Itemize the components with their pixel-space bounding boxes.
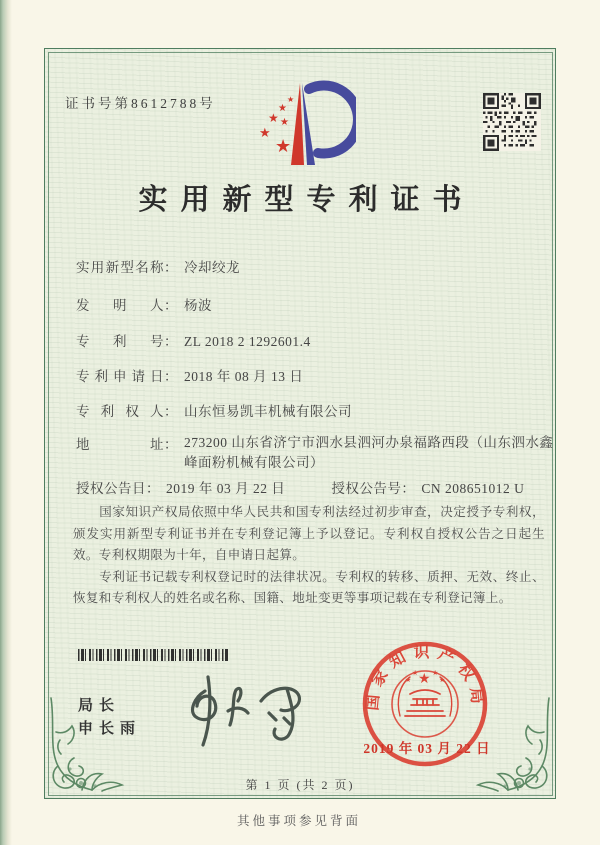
field-row-address — [76, 433, 556, 473]
svg-text:★: ★ — [405, 676, 412, 684]
svg-text:★: ★ — [439, 676, 446, 684]
label-colon: ： — [146, 481, 160, 496]
field-label: 地址 — [76, 437, 164, 452]
label-colon: ： — [164, 369, 178, 384]
label-colon: ： — [164, 260, 178, 275]
page-number: 第 1 页 (共 2 页) — [245, 778, 355, 792]
field-row-patent-no — [76, 330, 311, 350]
field-label: 实用新型名称 — [76, 260, 164, 275]
field-row-patentee — [76, 400, 352, 420]
corner-ornament-left — [47, 696, 137, 796]
field-label: 专利申请日 — [76, 369, 164, 384]
grant-date-label: 授权公告日 — [76, 481, 146, 496]
label-colon: ： — [164, 404, 178, 419]
legal-paragraph: 国家知识产权局依照中华人民共和国专利法经过初步审查，决定授予专利权，颁发实用新型专利证书并在专利登记簿上予以登记。专利权自授权公告之日起生效。专利权期限为十年，自申请日起算。 — [73, 505, 545, 562]
logo-blue-wedge — [302, 83, 315, 165]
field-label: 专利号 — [76, 334, 164, 349]
field-label: 专利权人 — [76, 404, 164, 419]
page-edge — [0, 0, 12, 845]
grant-date-value: 2019 年 03 月 22 日 — [166, 481, 286, 496]
field-value: 山东恒易凯丰机械有限公司 — [184, 404, 352, 419]
field-value: ZL 2018 2 1292601.4 — [184, 334, 311, 349]
logo-p-crescent — [309, 86, 356, 154]
field-value: 2018 年 08 月 13 日 — [184, 369, 304, 384]
field-row-filing-date — [76, 365, 303, 385]
cnipa-logo — [251, 77, 356, 173]
svg-text:★: ★ — [275, 136, 292, 157]
field-label: 发明人 — [76, 298, 164, 313]
field-row-grant — [76, 477, 524, 497]
certificate-title: 实用新型专利证书 — [138, 184, 475, 216]
svg-text:★: ★ — [268, 111, 279, 125]
svg-text:★: ★ — [412, 669, 419, 677]
label-colon: ： — [164, 437, 178, 452]
legal-text — [73, 502, 545, 610]
grant-no-value: CN 208651012 U — [421, 481, 525, 496]
svg-text:★: ★ — [280, 117, 289, 128]
director-signature — [175, 671, 315, 751]
certificate-number: 证书号第8612788号 — [65, 96, 216, 111]
footer-note: 其他事项参见背面 — [236, 814, 361, 828]
grant-no-label: 授权公告号 — [331, 481, 402, 496]
svg-text:★: ★ — [259, 126, 271, 141]
field-row-inventor — [76, 294, 212, 314]
field-value: 273200 山东省济宁市泗水县泗河办泉福路西段（山东泗水鑫峰面粉机械有限公司） — [184, 435, 554, 470]
seal-emblem-stars — [405, 669, 445, 687]
label-colon: ： — [164, 334, 178, 349]
logo-stars — [259, 95, 294, 157]
seal-text: 国家知识产权局 — [364, 644, 486, 712]
legal-paragraph: 专利证书记载专利权登记时的法律状况。专利权的转移、质押、无效、终止、恢复和专利权人的姓名或名称、国籍、地址变更等事项记载在专利登记簿上。 — [73, 569, 545, 605]
field-value: 冷却绞龙 — [184, 260, 240, 275]
seal-date: 2019 年 03 月 22 日 — [363, 741, 491, 756]
svg-text:★: ★ — [418, 671, 431, 687]
certificate-frame — [44, 48, 556, 799]
label-colon: ： — [164, 298, 178, 313]
label-colon: ： — [401, 481, 416, 496]
barcode — [78, 649, 228, 661]
qr-code — [483, 93, 541, 151]
svg-text:★: ★ — [287, 95, 295, 104]
svg-text:★: ★ — [278, 103, 287, 114]
field-row-name — [76, 256, 240, 276]
director-name: 申长雨 — [78, 720, 142, 737]
svg-text:★: ★ — [432, 669, 439, 677]
field-value: 杨波 — [184, 298, 212, 313]
director-title: 局长 — [78, 697, 121, 714]
